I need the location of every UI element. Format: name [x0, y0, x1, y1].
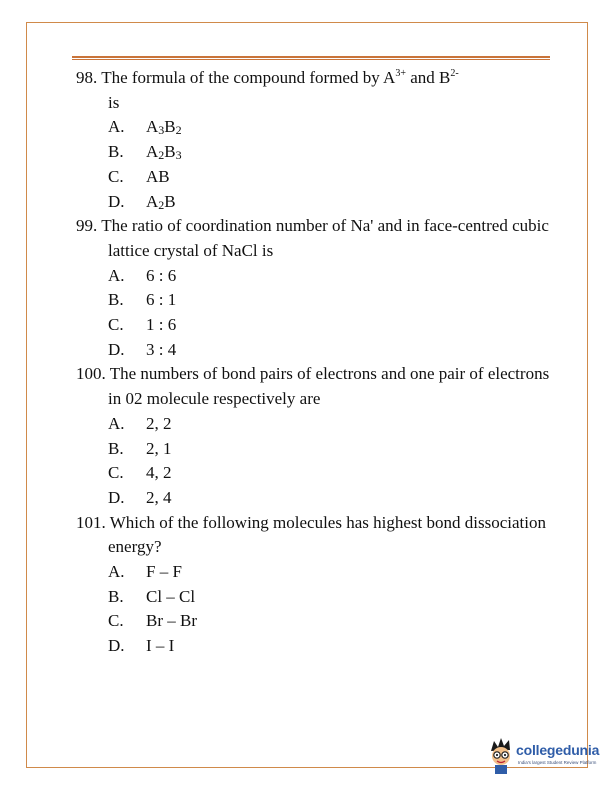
question-99	[76, 214, 556, 362]
option-a: A. $A_3B_2$	[108, 117, 182, 138]
question-stem: 99. The ratio of coordination number of Na' and in face-centred cubic lattice crystal of NaCl is	[76, 216, 549, 260]
option-b: B. 6 : 1	[108, 290, 177, 310]
option-a: A. 2, 2	[108, 413, 172, 433]
question-101	[76, 511, 556, 659]
question-100	[76, 362, 556, 510]
option-b: B. Cl – Cl	[108, 586, 196, 606]
question-stem: 101. Which of the following molecules has highest bond dissociation energy?	[76, 512, 546, 557]
option-d: D. 3 : 4	[108, 339, 177, 359]
option-c: C. Br – Br	[108, 611, 197, 631]
option-c: C. 1 : 6	[108, 315, 177, 335]
question-98	[76, 66, 556, 214]
option-a: A. 6 : 6	[108, 265, 177, 285]
collegedunia-logo	[486, 736, 608, 780]
header-rule	[72, 56, 550, 60]
option-a: A. F – F	[108, 562, 182, 582]
question-stem: 100. The numbers of bond pairs of electrons and one pair of electrons in 02 molecule respectively are	[76, 364, 550, 409]
question-list	[76, 66, 556, 659]
option-b: B. $A_2B_3$	[108, 142, 182, 163]
logo-wordmark: collegedunia	[516, 742, 600, 758]
mascot-icon	[486, 736, 516, 776]
option-c: C. AB	[108, 166, 170, 186]
question-stem: 98. The formula of the compound formed by $A^{3+}$ and $B^{2-}$ is	[76, 68, 459, 112]
option-d: D. $A_2B$	[108, 191, 176, 212]
option-c: C. 4, 2	[108, 463, 172, 483]
option-d: D. 2, 4	[108, 487, 172, 507]
option-d: D. I – I	[108, 636, 175, 656]
logo-tagline: India's largest Student Review Platform	[518, 760, 597, 765]
option-b: B. 2, 1	[108, 438, 172, 458]
